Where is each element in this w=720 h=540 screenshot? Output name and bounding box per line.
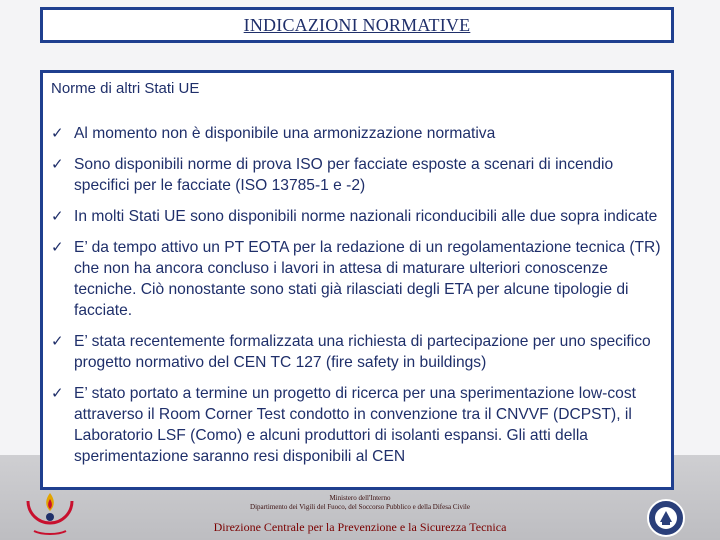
bullet-text: E’ stata recentemente formalizzata una richiesta di partecipazione per uno specifico progetto normativo del CEN TC 127 (fire safety in buildings)	[74, 333, 651, 371]
list-item	[51, 383, 671, 467]
department-label: Dipartimento dei Vigili del Fuoco, del Soccorso Pubblico e della Difesa Civile	[250, 503, 470, 511]
bullet-text: E’ da tempo attivo un PT EOTA per la redazione di un regolamentazione tecnica (TR) che non ha ancora concluso i lavori in attesa di maturare ulteriori conoscenze tecniche. Ciò nonostante sono stati già rilasciati degli ETA per alcune tipologie di facciate.	[74, 239, 661, 319]
ministry-label: Ministero dell'Interno	[329, 494, 391, 502]
check-mark-icon: ✓	[51, 333, 64, 350]
round-seal-logo	[646, 498, 686, 538]
bullet-text: Al momento non è disponibile una armonizzazione normativa	[74, 125, 496, 142]
bullet-text: Sono disponibili norme di prova ISO per facciate esposte a scenari di incendio specifici per le facciate (ISO 13785-1 e -2)	[74, 156, 614, 194]
check-mark-icon: ✓	[51, 156, 64, 173]
direzione-label: Direzione Centrale per la Prevenzione e la Sicurezza Tecnica	[213, 520, 507, 534]
list-item	[51, 154, 671, 196]
check-mark-icon: ✓	[51, 239, 64, 256]
content-box	[40, 70, 674, 490]
page-title: INDICAZIONI NORMATIVE	[243, 14, 471, 35]
bullet-text: E’ stato portato a termine un progetto di ricerca per una sperimentazione low-cost attraverso il Room Corner Test condotto in convenzione tra il CNVVF (DCPST), il Laboratorio LSF (Como) e alcuni produttori di isolanti espansi. Gli atti della sperimentazione saranno resi disponibili al CEN	[74, 385, 636, 465]
title-box	[40, 7, 674, 43]
footer-text	[140, 494, 580, 535]
bullet-list	[51, 123, 671, 477]
list-item	[51, 331, 671, 373]
bullet-text: In molti Stati UE sono disponibili norme nazionali riconducibili alle due sopra indicate	[74, 208, 658, 225]
section-subtitle: Norme di altri Stati UE	[51, 80, 200, 97]
list-item	[51, 206, 671, 227]
check-mark-icon: ✓	[51, 385, 64, 402]
vigili-del-fuoco-logo	[20, 487, 80, 537]
check-mark-icon: ✓	[51, 208, 64, 225]
list-item	[51, 123, 671, 144]
check-mark-icon: ✓	[51, 125, 64, 142]
list-item	[51, 237, 671, 321]
